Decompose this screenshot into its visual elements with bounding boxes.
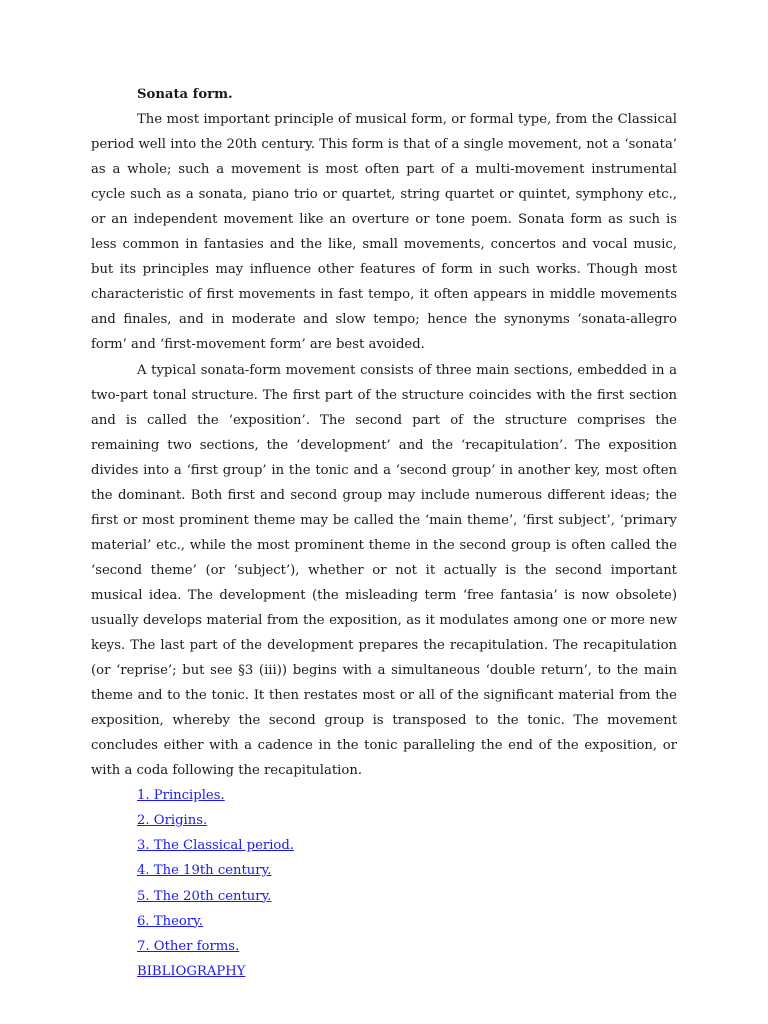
toc-item [137, 808, 677, 833]
toc-item [137, 833, 677, 858]
toc-link-20th-century[interactable]: 5. The 20th century. [137, 888, 272, 904]
paragraph-structure: A typical sonata-form movement consists of three main sections, embedded in a two-part tonal structure. The first part of the structure coincides with the first section and is called the ‘exposition’. The second part of the structure comprises the remaining two sections, the ‘development’ and the ‘recapitulation’. The exposition divides into a ‘first group’ in the tonic and a ‘second group’ in another key, most often the dominant. Both first and second group may include numerous different ideas; the first or most prominent theme may be called the ‘main theme’, ‘first subject’, ‘primary material’ etc., while the most prominent theme in the second group is often called the ‘second theme’ (or ‘subject’), whether or not it actually is the second important musical idea. The development (the misleading term ‘free fantasia’ is now obsolete) usually develops material from the exposition, as it modulates among one or more new keys. The last part of the development prepares the recapitulation. The recapitulation (or ‘reprise’; but see §3 (iii)) begins with a simultaneous ‘double return’, to the main theme and to the tonic. It then restates most or all of the significant material from the exposition, whereby the second group is transposed to the tonic. The movement concludes either with a cadence in the tonic paralleling the end of the exposition, or with a coda following the recapitulation. [91, 362, 677, 779]
document-heading: Sonata form. [137, 87, 233, 102]
toc-link-theory[interactable]: 6. Theory. [137, 913, 204, 929]
toc-link-principles[interactable]: 1. Principles. [137, 788, 225, 804]
paragraph-intro: The most important principle of musical form, or formal type, from the Classical period well into the 20th century. This form is that of a single movement, not a ‘sonata’ as a whole; such a movement is most often part of a multi-movement instrumental cycle such as a sonata, piano trio or quartet, string quartet or quintet, symphony etc., or an independent movement like an overture or tone poem. Sonata form as such is less common in fantasies and the like, small movements, concertos and vocal music, but its principles may influence other features of form in such works. Though most characteristic of first movements in fast tempo, it often appears in middle movements and finales, and in moderate and slow tempo; hence the synonyms ‘sonata-allegro form’ and ‘first-movement form’ are best avoided. [91, 112, 677, 353]
toc-item [137, 783, 677, 808]
toc-item [137, 934, 677, 959]
document-page [91, 82, 677, 984]
toc-link-19th-century[interactable]: 4. The 19th century. [137, 863, 272, 879]
toc-link-origins[interactable]: 2. Origins. [137, 813, 208, 829]
toc-item [137, 858, 677, 883]
toc-link-bibliography[interactable]: BIBLIOGRAPHY [137, 963, 246, 979]
toc-item [137, 959, 677, 984]
toc-item [137, 884, 677, 909]
table-of-contents [91, 783, 677, 983]
toc-item [137, 909, 677, 934]
toc-link-classical-period[interactable]: 3. The Classical period. [137, 838, 294, 854]
toc-link-other-forms[interactable]: 7. Other forms. [137, 938, 240, 954]
